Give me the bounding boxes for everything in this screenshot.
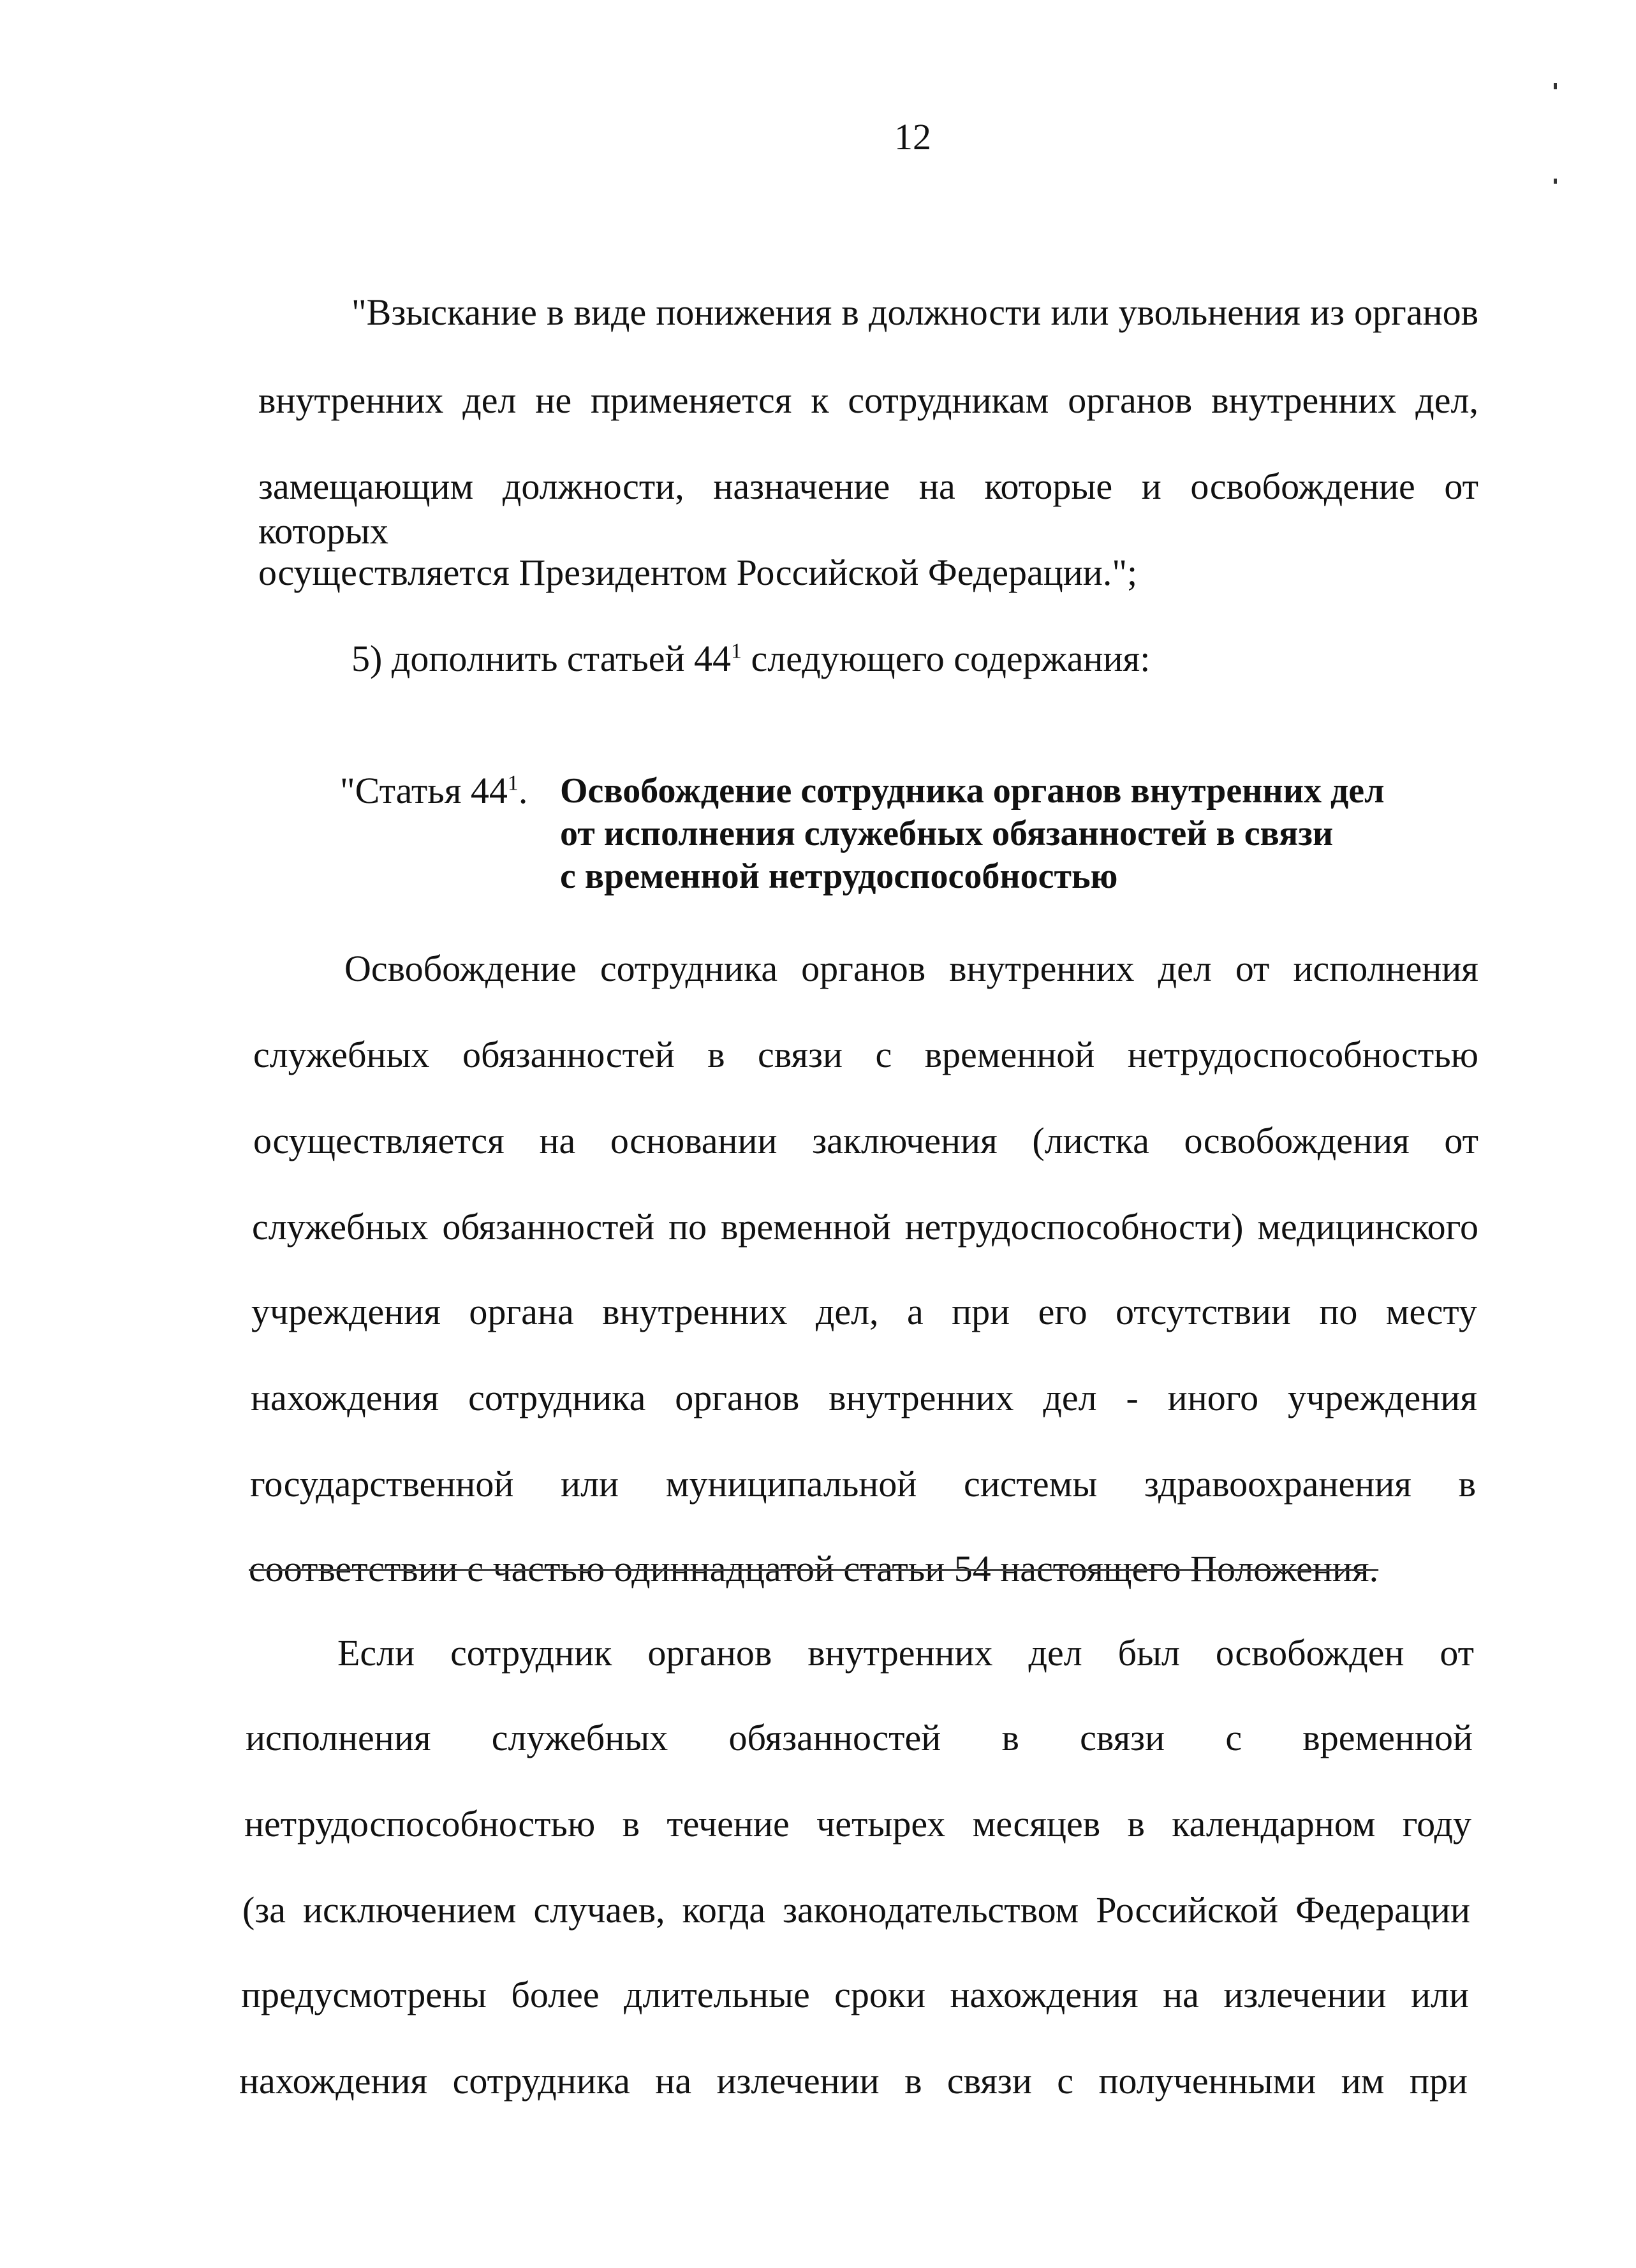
article-title-line: с временной нетрудоспособностью xyxy=(560,857,1118,896)
article-title-line: Освобождение сотрудника органов внутренних дел xyxy=(560,771,1385,811)
scan-mark xyxy=(1554,83,1557,89)
text-line: предусмотрены более длительные сроки нахождения на излечении или xyxy=(241,1974,1469,2015)
amendment-line xyxy=(351,637,1150,681)
text-line: осуществляется на основании заключения (листка освобождения от xyxy=(253,1120,1478,1161)
text-line: государственной или муниципальной системы здравоохранения в xyxy=(250,1463,1476,1505)
text-line: Освобождение сотрудника органов внутренних дел от исполнения xyxy=(344,948,1478,989)
text: следующего содержания: xyxy=(742,638,1151,679)
text-line: исполнения служебных обязанностей в связи с временной xyxy=(246,1717,1473,1758)
article-label xyxy=(340,769,527,813)
text-line: (за исключением случаев, когда законодательством Российской Федерации xyxy=(242,1889,1470,1931)
text: 5) дополнить статьей 44 xyxy=(351,638,732,679)
superscript: 1 xyxy=(507,771,519,795)
text-line: нетрудоспособностью в течение четырех месяцев в календарном году xyxy=(244,1803,1471,1845)
text-line: осуществляется Президентом Российской Федерации."; xyxy=(258,552,1138,593)
page-number: 12 xyxy=(894,116,931,158)
superscript: 1 xyxy=(731,639,742,663)
struck-text-line: соответствии с частью одиннадцатой статьи 54 настоящего Положения. xyxy=(249,1548,1379,1589)
text-line: нахождения сотрудника на излечении в связи с полученными им при xyxy=(239,2060,1468,2102)
text-line: служебных обязанностей по временной нетрудоспособности) медицинского xyxy=(252,1206,1478,1248)
text: . xyxy=(518,770,528,811)
text-line: учреждения органа внутренних дел, а при его отсутствии по месту xyxy=(251,1291,1477,1332)
scan-mark xyxy=(1554,179,1557,184)
text-line: Если сотрудник органов внутренних дел был освобожден от xyxy=(337,1632,1474,1674)
text-line: нахождения сотрудника органов внутренних дел - иного учреждения xyxy=(251,1377,1477,1418)
text-line: замещающим должности, назначение на которые и освобождение от которых xyxy=(258,466,1478,552)
text-line: служебных обязанностей в связи с временной нетрудоспособностью xyxy=(253,1034,1478,1075)
article-title-line: от исполнения служебных обязанностей в связи xyxy=(560,814,1334,853)
text-line: внутренних дел не применяется к сотрудникам органов внутренних дел, xyxy=(258,379,1478,421)
text: "Статья 44 xyxy=(340,770,508,811)
text-line: "Взыскание в виде понижения в должности или увольнения из органов xyxy=(351,291,1478,333)
